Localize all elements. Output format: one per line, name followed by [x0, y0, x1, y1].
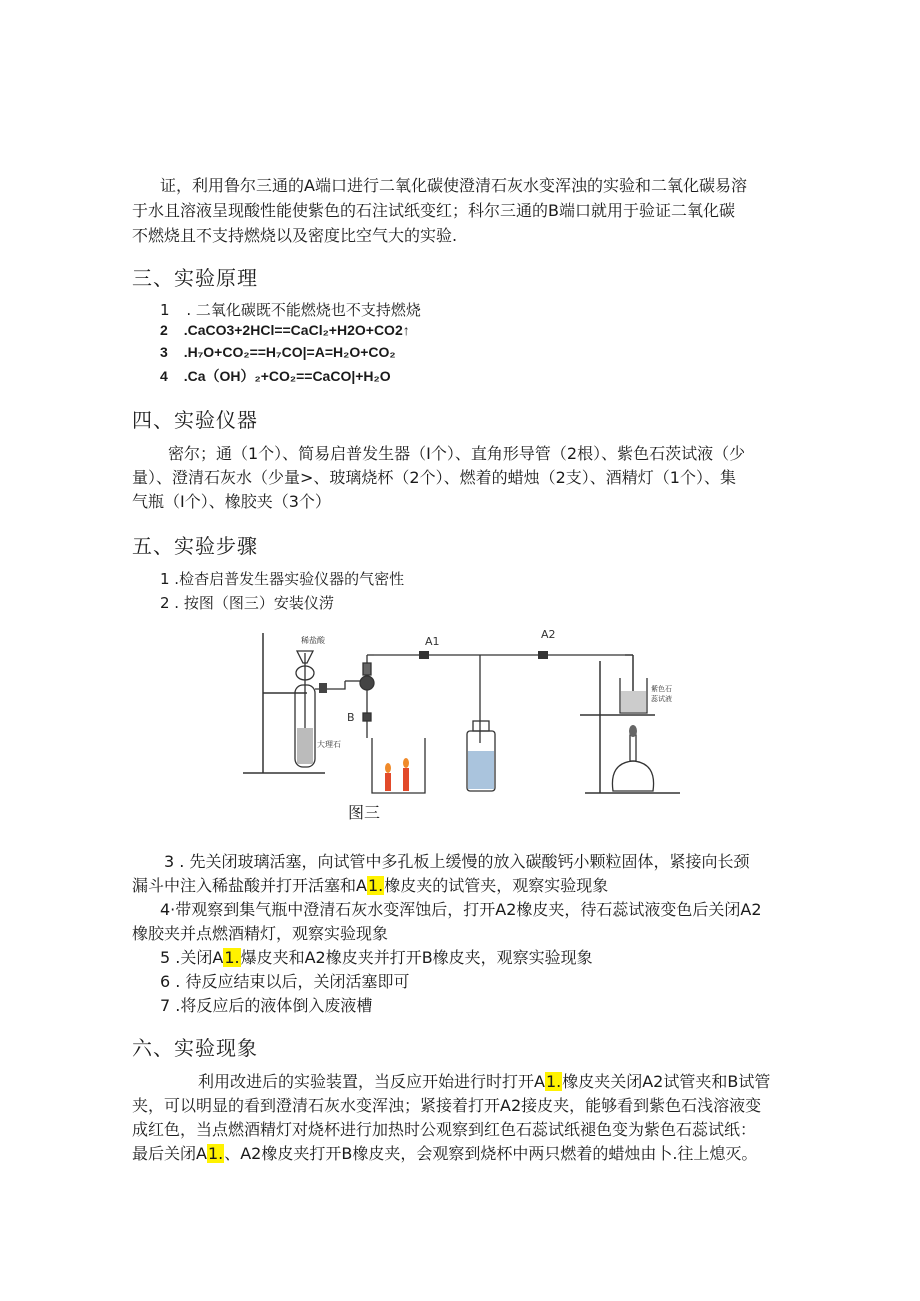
clamp-a1	[419, 651, 429, 659]
litmus-label-1: 紫色石	[651, 685, 672, 693]
step-7: 7 .将反应后的液体倒入废液槽	[160, 996, 373, 1015]
phenomena-text-pre: 最后关闭A	[132, 1144, 207, 1163]
step-3-text-post: 橡皮夹的试管夹，观察实验现象	[384, 876, 609, 895]
item-number: 2	[160, 322, 168, 338]
step-5-text-pre: 5 .关闭A	[160, 948, 224, 967]
item-number: 1	[160, 301, 170, 319]
section-phenomena-title: 六、实验现象	[132, 1036, 258, 1060]
step-5	[160, 945, 593, 968]
principle-item-2	[160, 322, 410, 338]
principle-item-4	[160, 366, 391, 386]
highlight-a1: 1.	[367, 876, 384, 895]
item-text: .CaCO3+2HCl==CaCl₂+H2O+CO2↑	[183, 322, 410, 338]
step-3-line-1: 3 . 先关闭玻璃活塞，向试管中多孔板上缓慢的放入碳酸钙小颗粒固体，紧接向长颈	[164, 852, 750, 871]
figure-caption: 图三	[348, 803, 381, 822]
item-number: 3	[160, 344, 168, 360]
funnel-label: 稀盐酸	[301, 636, 325, 645]
item-text: . 二氧化碳既不能燃烧也不支持燃烧	[186, 301, 421, 319]
step-2: 2 . 按图（图三）安装仪涝	[160, 594, 334, 612]
intro-line-3: 不燃烧且不支持燃烧以及密度比空气大的实验.	[132, 226, 458, 245]
phenomena-line-4	[132, 1141, 757, 1164]
marble-label: 大理石	[317, 740, 341, 749]
phenomena-text-post: 、A2橡皮夹打开B橡皮夹，会观察到烧杯中两只燃着的蜡烛由卜.往上熄灭。	[224, 1144, 758, 1163]
phenomena-text-post: 橡皮夹关闭A2试管夹和B试管	[562, 1072, 771, 1091]
highlight-a1: 1.	[224, 948, 240, 967]
highlight-a1: 1.	[545, 1072, 562, 1091]
phenomena-line-3: 成红色，当点燃酒精灯对烧杯进行加热时公观察到红色石蕊试纸褪色变为紫色石蕊试纸：	[132, 1120, 757, 1139]
highlight-a1: 1.	[207, 1144, 224, 1163]
equipment-line-1: 密尔；通（1个）、简易启普发生器（I个）、直角形导管（2根）、紫色石茨试液（少	[168, 444, 746, 463]
step-1: 1 .检杳启普发生器实验仪器的气密性	[160, 570, 405, 588]
step-4-line-2: 橡胶夹并点燃酒精灯，观察实验现象	[132, 924, 389, 943]
phenomena-text-pre: 利用改进后的实验装置，当反应开始进行时打开A	[198, 1072, 545, 1091]
equipment-line-3: 气瓶（I个）、橡胶夹（3个）	[132, 492, 331, 511]
step-4-line-1: 4·带观察到集气瓶中澄清石灰水变浑蚀后，打开A2橡皮夹，待石蕊试液变色后关闭A2	[160, 900, 762, 919]
section-steps-title: 五、实验步骤	[132, 534, 258, 558]
section-equipment-title: 四、实验仪器	[132, 408, 258, 432]
item-number: 4	[160, 368, 168, 384]
item-text: .Ca（OH）₂+CO₂==CaCO|+H₂O	[183, 368, 391, 384]
clamp-a2	[538, 651, 548, 659]
section-principle-title: 三、实验原理	[132, 266, 258, 290]
principle-item-3	[160, 344, 396, 360]
principle-item-1	[160, 299, 421, 320]
phenomena-line-1	[198, 1069, 770, 1092]
equipment-line-2: 量）、澄清石灰水（少量>、玻璃烧杯（2个）、燃着的蜡烛（2支）、酒精灯（1个）、集	[132, 468, 736, 487]
phenomena-line-2: 夹，可以明显的看到澄清石灰水变浑浊；紧接着打开A2接皮夹，能够看到紫色石浅溶液变	[132, 1096, 762, 1115]
b-label: B	[347, 711, 355, 724]
step-3-line-2	[132, 873, 608, 896]
item-text: .H₇O+CO₂==H₇CO|=A=H₂O+CO₂	[183, 344, 396, 360]
a2-label: A2	[541, 628, 556, 641]
step-3-text-pre: 漏斗中注入稀盐酸并打开活塞和A	[132, 876, 367, 895]
intro-line-2: 于水且溶液呈现酸性能使紫色的石注试纸变红；科尔三通的B端口就用于验证二氧化碳	[132, 201, 735, 220]
intro-line-1: 证，利用鲁尔三通的A端口进行二氧化碳使澄清石灰水变浑浊的实验和二氧化碳易溶	[160, 176, 747, 195]
apparatus-figure	[235, 623, 690, 803]
step-6: 6 . 待反应结束以后，关闭活塞即可	[160, 972, 410, 991]
litmus-label-2: 蕊试液	[651, 695, 672, 703]
step-5-text-post: 爆皮夹和A2橡皮夹并打开B橡皮夹，观察实验现象	[240, 948, 593, 967]
a1-label: A1	[425, 635, 440, 648]
